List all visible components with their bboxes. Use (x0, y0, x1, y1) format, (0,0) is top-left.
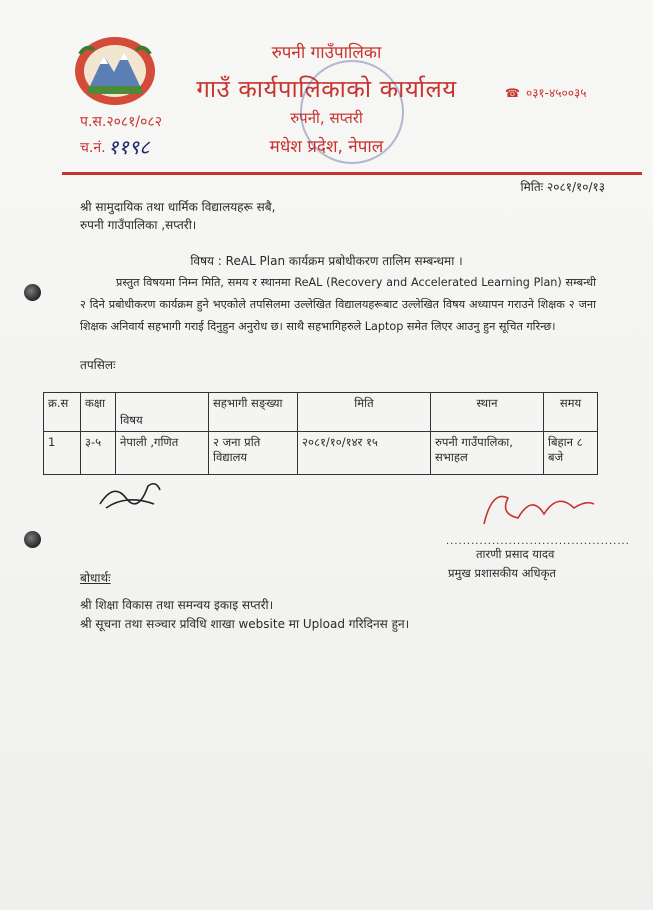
table-header-row (44, 393, 598, 432)
cc-line-1: श्री शिक्षा विकास तथा समन्वय इकाइ सप्तरी। (80, 598, 274, 612)
signatory-name: तारणी प्रसाद यादव (476, 547, 555, 561)
signature-dots: ............................................ (446, 536, 630, 547)
header-date: मिति (298, 393, 431, 432)
cc-label: बोधार्थः (80, 571, 111, 585)
cell-sn: 1 (44, 432, 81, 475)
header-class: कक्षा (81, 393, 116, 432)
cell-participants: २ जना प्रति विद्यालय (209, 432, 298, 475)
header-divider (62, 172, 642, 175)
signatory-designation: प्रमुख प्रशासकीय अधिकृत (448, 566, 556, 580)
letter-body (80, 272, 596, 338)
recipient-line-2: रुपनी गाउँपालिका ,सप्तरी। (80, 218, 197, 232)
ref-label: च.नं. (80, 140, 106, 156)
office-place: रुपनी, सप्तरी (290, 109, 363, 127)
punch-hole (24, 284, 41, 301)
header-venue: स्थान (431, 393, 544, 432)
header-subject: विषय (116, 393, 209, 432)
ref-number: ११९८ (108, 135, 150, 159)
header-sn: क्र.स (44, 393, 81, 432)
cc-line-2: श्री सूचना तथा सञ्चार प्रविधि शाखा website मा Upload गरिदिनस हुन। (80, 617, 410, 631)
phone-number: ०३१-४५००३५ (525, 86, 587, 100)
cell-time: बिहान ८ बजे (544, 432, 598, 475)
cell-subject: नेपाली ,गणित (116, 432, 209, 475)
cell-class: ३-५ (81, 432, 116, 475)
punch-hole (24, 531, 41, 548)
recipient-line-1: श्री सामुदायिक तथा धार्मिक विद्यालयहरू सबै, (80, 200, 276, 214)
initial-signature (96, 474, 166, 514)
schedule-table (43, 392, 598, 475)
cell-venue: रुपनी गाउँपालिका, सभाहल (431, 432, 544, 475)
letter-date: मितिः २०८१/१०/१३ (520, 180, 605, 194)
phone-contact (505, 84, 586, 101)
fiscal-year: प.स.२०८१/०८२ (80, 114, 162, 130)
table-row (44, 432, 598, 475)
cell-date: २०८१/१०/१४र १५ (298, 432, 431, 475)
header-participants: सहभागी सङ्ख्या (209, 393, 298, 432)
header-time: समय (544, 393, 598, 432)
tapasil-label: तपसिलः (80, 358, 116, 372)
municipality-name: रुपनी गाउँपालिका (271, 43, 382, 63)
office-stamp (300, 60, 404, 164)
officer-signature (478, 484, 598, 532)
province-name: मधेश प्रदेश, नेपाल (269, 137, 384, 157)
office-name: गाउँ कार्यपालिकाको कार्यालय (196, 75, 457, 103)
phone-icon: ☎ (505, 86, 520, 100)
letter-subject: विषय : ReAL Plan कार्यक्रम प्रबोधीकरण तालिम सम्बन्धमा । (190, 254, 463, 268)
letter-body-text: प्रस्तुत विषयमा निम्न मिति, समय र स्थानमा ReAL (Recovery and Accelerated Learning Plan) सम्बन्धी २ दिने प्रबोधीकरण कार्यक्रम हुने भएकोले तपसिलमा उल्लेखित विद्यालयहरूबाट उल्लेखित विषय अध्यापन गराउने शिक्षक २ जना शिक्षक अनिवार्य सहभागी गराई दिनुहुन अनुरोध छ। साथै सहभागिहरुले Laptop समेत लिएर आउनु हुन सूचित गरिन्छ। (80, 276, 596, 333)
